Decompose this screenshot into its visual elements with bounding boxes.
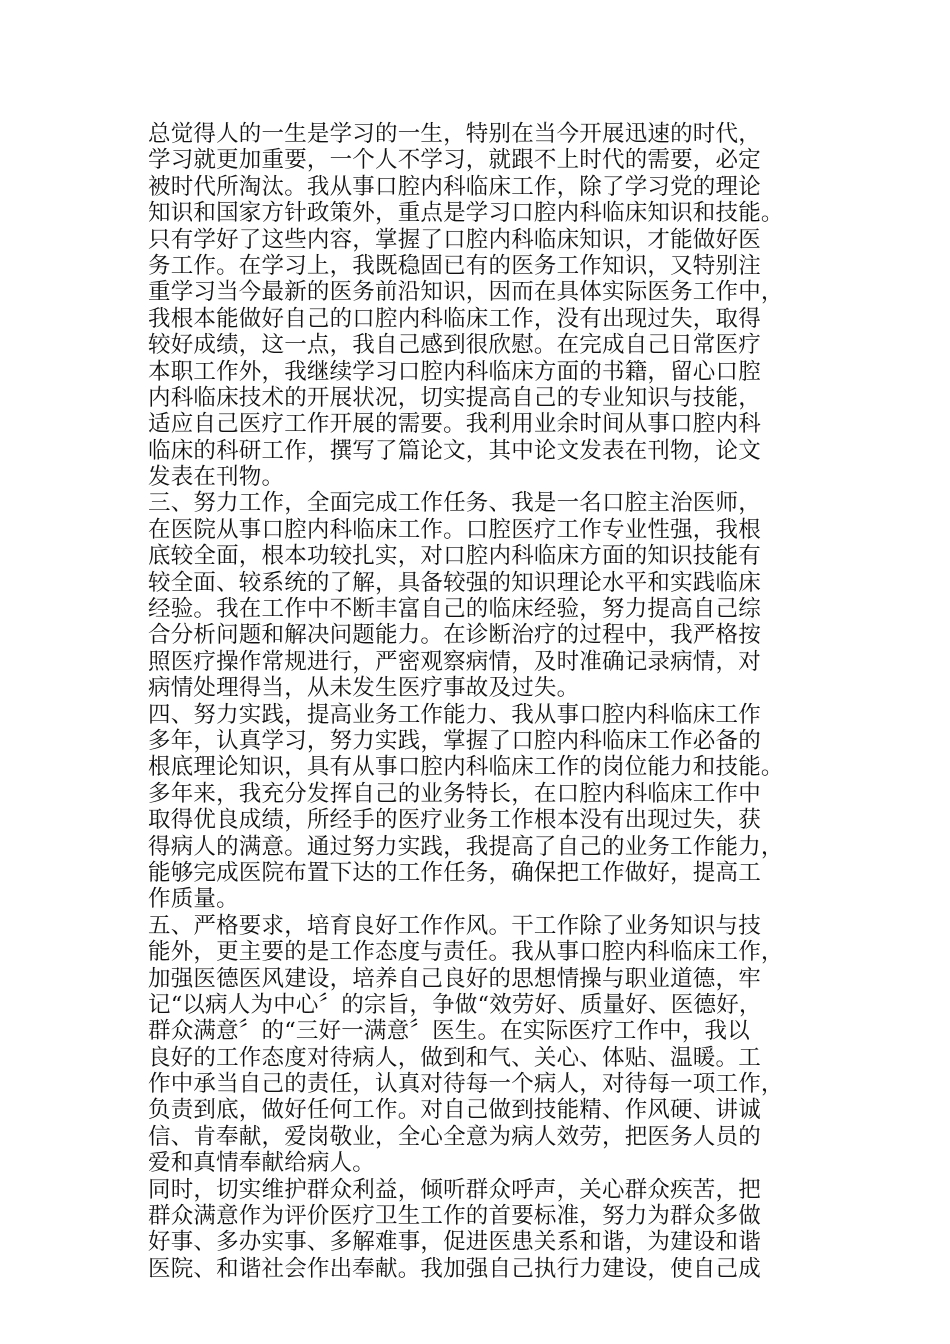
text-line: 能外，更主要的是工作态度与责任。我从事口腔内科临床工作，: [148, 939, 784, 966]
text-line: 作中承当自己的责任，认真对待每一个病人，对待每一项工作，: [148, 1071, 784, 1098]
text-line: 照医疗操作常规进行，严密观察病情，及时准确记录病情，对: [148, 648, 761, 675]
body-text: [148, 121, 828, 1282]
text-line: 良好的工作态度对待病人，做到和气、关心、体贴、温暖。工: [148, 1044, 761, 1071]
text-line: 得病人的满意。通过努力实践，我提高了自己的业务工作能力，: [148, 833, 784, 860]
text-line: 较全面、较系统的了解，具备较强的知识理论水平和实践临床: [148, 569, 761, 596]
text-line: 总觉得人的一生是学习的一生，特别在当今开展迅速的时代，: [148, 121, 761, 147]
text-line: 根底理论知识，具有从事口腔内科临床工作的岗位能力和技能。: [148, 754, 784, 781]
text-line: 病情处理得当，从未发生医疗事故及过失。: [148, 675, 580, 702]
text-line: 医院、和谐社会作出奉献。我加强自己执行力建设，使自己成: [148, 1255, 761, 1282]
text-line: 只有学好了这些内容，掌握了口腔内科临床知识，才能做好医: [148, 226, 761, 253]
text-line: 临床的科研工作，撰写了篇论文，其中论文发表在刊物，论文: [148, 437, 761, 464]
text-line: 负责到底，做好任何工作。对自己做到技能精、作风硬、讲诚: [148, 1097, 761, 1124]
text-line: 好事、多办实事、多解难事，促进医患关系和谐，为建设和谐: [148, 1229, 761, 1256]
text-line: 加强医德医风建设，培养自己良好的思想情操与职业道德，牢: [148, 965, 761, 992]
text-line: 多年来，我充分发挥自己的业务特长，在口腔内科临床工作中: [148, 780, 761, 807]
text-line: 合分析问题和解决问题能力。在诊断治疗的过程中，我严格按: [148, 622, 761, 649]
text-line: 经验。我在工作中不断丰富自己的临床经验，努力提高自己综: [148, 596, 761, 623]
section-three-line: 三、努力工作，全面完成工作任务、我是一名口腔主治医师，: [148, 490, 761, 517]
text-line: 知识和国家方针政策外，重点是学习口腔内科临床知识和技能。: [148, 200, 784, 227]
text-line: 爱和真情奉献给病人。: [148, 1150, 376, 1177]
text-line: 务工作。在学习上，我既稳固已有的医务工作知识，又特别注: [148, 252, 761, 279]
text-line: 在医院从事口腔内科临床工作。口腔医疗工作专业性强，我根: [148, 516, 761, 543]
text-line: 适应自己医疗工作开展的需要。我利用业余时间从事口腔内科: [148, 411, 761, 438]
text-line: 记“以病人为中心〞的宗旨，争做“效劳好、质量好、医德好，: [148, 991, 762, 1018]
section-five-line: 五、严格要求，培育良好工作作风。干工作除了业务知识与技: [148, 912, 761, 939]
text-line: 本职工作外，我继续学习口腔内科临床方面的书籍，留心口腔: [148, 358, 761, 385]
text-line: 底较全面，根本功较扎实，对口腔内科临床方面的知识技能有: [148, 543, 761, 570]
text-line: 发表在刊物。: [148, 464, 285, 491]
text-line: 内科临床技术的开展状况，切实提高自己的专业知识与技能，: [148, 384, 761, 411]
text-line: 能够完成医院布置下达的工作任务，确保把工作做好，提高工: [148, 859, 761, 886]
text-line: 作质量。: [148, 886, 239, 913]
text-line: 重学习当今最新的医务前沿知识，因而在具体实际医务工作中，: [148, 279, 784, 306]
text-line: 多年，认真学习，努力实践，掌握了口腔内科临床工作必备的: [148, 727, 761, 754]
text-line: 取得优良成绩，所经手的医疗业务工作根本没有出现过失，获: [148, 807, 761, 834]
section-four-line: 四、努力实践，提高业务工作能力、我从事口腔内科临床工作: [148, 701, 761, 728]
text-line: 我根本能做好自己的口腔内科临床工作，没有出现过失，取得: [148, 305, 761, 332]
text-line: 信、肯奉献，爱岗敬业，全心全意为病人效劳，把医务人员的: [148, 1123, 761, 1150]
paragraph-start-line: 同时，切实维护群众利益，倾听群众呼声，关心群众疾苦，把: [148, 1176, 761, 1203]
text-line: 被时代所淘汰。我从事口腔内科临床工作，除了学习党的理论: [148, 173, 761, 200]
text-line: 群众满意〞的“三好一满意〞医生。在实际医疗工作中，我以: [148, 1018, 750, 1045]
text-line: 群众满意作为评价医疗卫生工作的首要标准，努力为群众多做: [148, 1203, 761, 1230]
text-line: 学习就更加重要，一个人不学习，就跟不上时代的需要，必定: [148, 147, 761, 174]
text-line: 较好成绩，这一点，我自己感到很欣慰。在完成自己日常医疗: [148, 332, 761, 359]
